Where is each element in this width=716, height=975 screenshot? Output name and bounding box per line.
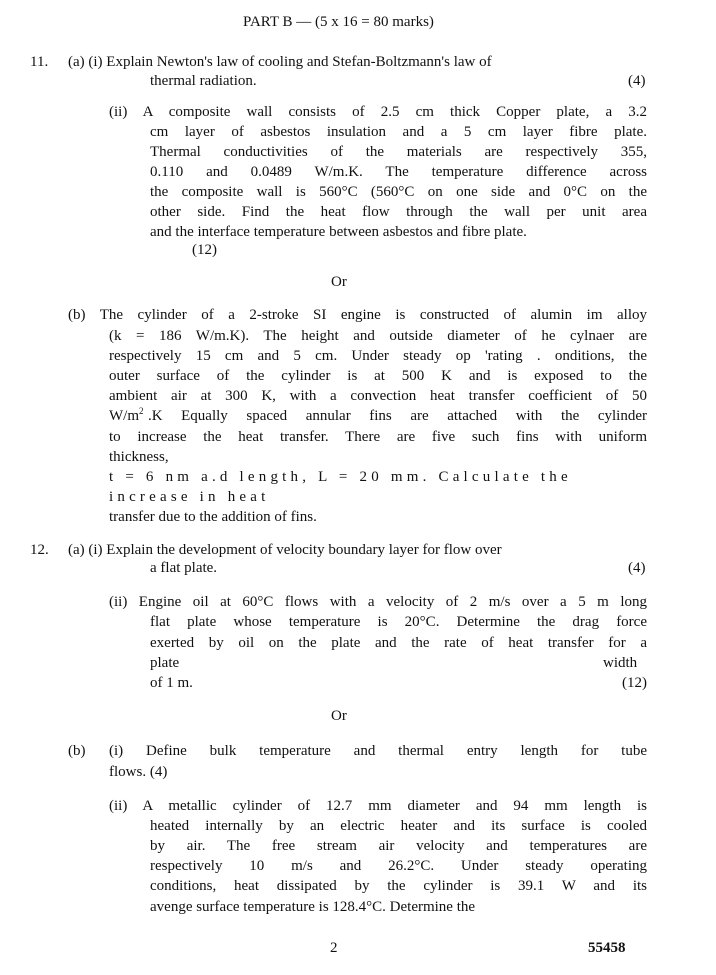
question-number: 12. xyxy=(30,542,49,558)
q12-b-ii-line: avenge surface temperature is 128.4°C. Determine the xyxy=(150,899,476,915)
q11-a-ii-line: the composite wall is 560°C (560°C on one side and 0°C on the xyxy=(150,184,647,200)
q12-b-i-line: (i) Define bulk temperature and thermal entry length for tube xyxy=(109,743,647,759)
q11-a-ii-line: cm layer of asbestos insulation and a 5 cm layer fibre plate. xyxy=(150,124,647,140)
q11-b-line: (b) The cylinder of a 2-stroke SI engine is constructed of alumin im alloy xyxy=(68,307,647,323)
q12-b-ii-line: respectively 10 m/s and 26.2°C. Under steady operating xyxy=(150,858,647,874)
q11-a-ii-line: other side. Find the heat flow through the wall per unit area xyxy=(150,204,647,220)
q11-a-ii-line: 0.110 and 0.0489 W/m.K. The temperature difference across xyxy=(150,164,647,180)
q12-a-ii-line: of 1 m. xyxy=(150,675,193,691)
q11-b-line: increase in heat xyxy=(109,489,270,505)
page-number: 2 xyxy=(330,940,338,956)
q11-b-line: thickness, xyxy=(109,449,169,465)
q12-b-ii-line: heated internally by an electric heater and its surface is cooled xyxy=(150,818,647,834)
q11-a-ii-line: and the interface temperature between asbestos and fibre plate. xyxy=(150,224,527,240)
q11-b-line: (k = 186 W/m.K). The height and outside diameter of he cylnaer are xyxy=(109,328,647,344)
q11-b-line: transfer due to the addition of fins. xyxy=(109,509,317,525)
marks: (12) xyxy=(622,675,647,691)
part-title: PART B — (5 x 16 = 80 marks) xyxy=(243,14,434,30)
q11-b-line: outer surface of the cylinder is at 500 K and is exposed to the xyxy=(109,368,647,384)
q11-b-line: t = 6 nm a.d length, L = 20 mm. Calculate the xyxy=(109,469,572,485)
q12-a-i: (a) (i) Explain the development of velocity boundary layer for flow over xyxy=(68,542,502,558)
q12-a-ii-line: plate xyxy=(150,655,180,671)
q11-b-line: .K Equally spaced annular fins are attached with the cylinder xyxy=(148,408,647,424)
q11-a-i: (a) (i) Explain Newton's law of cooling and Stefan-Boltzmann's law of xyxy=(68,54,492,70)
question-number: 11. xyxy=(30,54,49,70)
unit-text: W/m xyxy=(109,408,139,424)
or-separator: Or xyxy=(331,274,347,290)
or-separator: Or xyxy=(331,708,347,724)
marks: (12) xyxy=(192,242,217,258)
q11-a-i-line2: thermal radiation. xyxy=(150,73,257,89)
q11-b-unit xyxy=(109,406,144,426)
q12-a-ii-line: width xyxy=(603,655,638,671)
q11-b-line: respectively 15 cm and 5 cm. Under steady op 'rating . onditions, the xyxy=(109,348,647,364)
q11-a-ii-line: (ii) A composite wall consists of 2.5 cm thick Copper plate, a 3.2 xyxy=(109,104,647,120)
q12-b-label: (b) xyxy=(68,743,86,759)
q12-a-ii-line: (ii) Engine oil at 60°C flows with a velocity of 2 m/s over a 5 m long xyxy=(109,594,647,610)
marks: (4) xyxy=(628,560,646,576)
q12-a-i-line2: a flat plate. xyxy=(150,560,218,576)
q11-b-line: ambient air at 300 K, with a convection heat transfer coefficient of 50 xyxy=(109,388,647,404)
superscript: 2 xyxy=(139,406,144,416)
q12-a-ii-line: flat plate whose temperature is 20°C. Determine the drag force xyxy=(150,614,647,630)
q12-b-ii-line: by air. The free stream air velocity and temperatures are xyxy=(150,838,647,854)
marks: (4) xyxy=(628,73,646,89)
paper-code: 55458 xyxy=(588,940,626,956)
q12-b-ii-line: conditions, heat dissipated by the cylinder is 39.1 W and its xyxy=(150,878,647,894)
q11-a-ii-line: Thermal conductivities of the materials are respectively 355, xyxy=(150,144,647,160)
q11-b-line: to increase the heat transfer. There are five such fins with uniform xyxy=(109,429,647,445)
q12-b-ii-line: (ii) A metallic cylinder of 12.7 mm diameter and 94 mm length is xyxy=(109,798,647,814)
q12-a-ii-line: exerted by oil on the plate and the rate of heat transfer for a xyxy=(150,635,647,651)
q12-b-i-line: flows. (4) xyxy=(109,764,168,780)
